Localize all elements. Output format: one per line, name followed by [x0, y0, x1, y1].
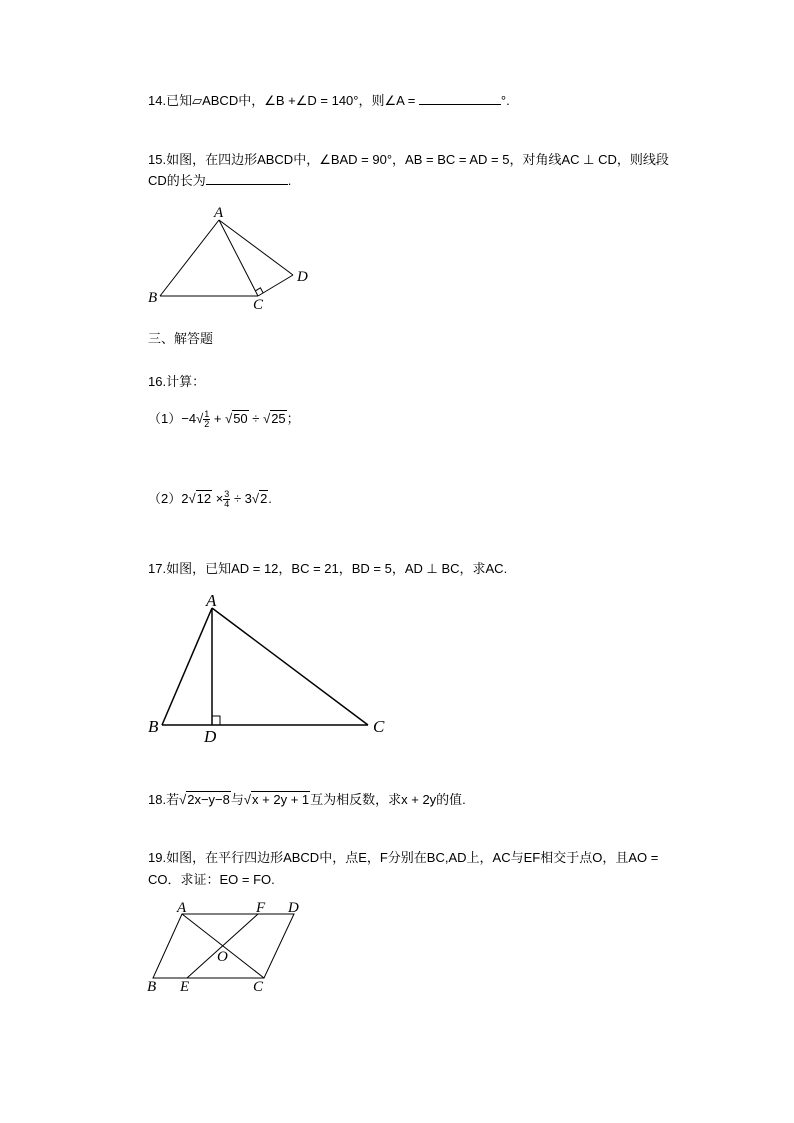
- radicand-2-18: x + 2y + 1: [252, 792, 310, 807]
- segment-ef: [187, 914, 258, 978]
- label-b-19: B: [147, 979, 157, 995]
- sqrt-symbol: √: [188, 491, 196, 506]
- radicand-25: 25: [271, 411, 286, 426]
- radicand-12: 12: [196, 491, 212, 506]
- frac-den: 2: [204, 419, 210, 430]
- label-f-19: F: [256, 900, 266, 916]
- label-a-19: A: [177, 900, 187, 916]
- q14-text-a: 已知: [166, 93, 193, 108]
- q18-mid: 与: [230, 792, 244, 807]
- p1-label: （1）: [148, 411, 182, 426]
- parallelogram-symbol: ▱: [192, 93, 203, 108]
- p2-end: .: [268, 491, 272, 506]
- radicand-50: 50: [233, 411, 248, 426]
- divide: ÷: [252, 411, 260, 426]
- frac-den: 4: [224, 499, 230, 510]
- question-15-line1: 15.如图，在四边形ABCD中，∠BAD = 90°，AB = BC = AD = 5，对角线AC ⊥ CD，则线段: [148, 152, 669, 167]
- label-d-15: D: [297, 269, 308, 285]
- q15-suffix: .: [287, 173, 292, 188]
- sqrt-symbol: √: [251, 491, 260, 506]
- p1-end: ；: [286, 411, 300, 426]
- divide: ÷ 3: [233, 491, 252, 506]
- p2-label: （2）: [148, 491, 182, 506]
- q18-suffix: 互为相反数，求x + 2y的值.: [310, 792, 466, 807]
- label-c-17: C: [373, 717, 385, 736]
- frac-num: 3: [224, 489, 230, 500]
- question-19-line2: CO．求证：EO = FO.: [148, 872, 275, 887]
- times: ×: [215, 491, 224, 506]
- question-17: 17.如图，已知AD = 12，BC = 21，BD = 5，AD ⊥ BC，求AC.: [148, 561, 508, 576]
- label-e-19: E: [180, 979, 190, 995]
- q14-suffix: °.: [500, 93, 510, 108]
- question-19-line1: 19.如图，在平行四边形ABCD中，点E，F分别在BC,AD上，AC与EF相交于点O，且AO =: [148, 850, 659, 865]
- p1-coef: −4: [181, 411, 197, 426]
- label-a-17: A: [206, 591, 217, 610]
- label-o-19: O: [217, 949, 228, 965]
- sqrt-symbol: √: [225, 411, 233, 426]
- radicand-1-18: 2x−y−8: [187, 792, 230, 807]
- label-b-17: B: [148, 717, 159, 736]
- frac-num: 1: [204, 409, 210, 420]
- label-d-19: D: [288, 900, 299, 916]
- label-a-15: A: [214, 205, 224, 221]
- sqrt-symbol: √: [243, 792, 252, 807]
- q15-prefix: CD的长为: [148, 173, 206, 188]
- label-c-15: C: [253, 297, 264, 313]
- label-c-19: C: [253, 979, 264, 995]
- sqrt-symbol: √: [179, 792, 187, 807]
- question-16-title: 16.计算：: [148, 374, 206, 389]
- label-d-17: D: [204, 727, 217, 746]
- label-b-15: B: [148, 290, 158, 306]
- p2-coef: 2: [181, 491, 189, 506]
- q14-body: ABCD中，∠B +∠D = 140°，则∠A =: [202, 93, 419, 108]
- plus: +: [213, 411, 222, 426]
- q14-number: 14.: [148, 93, 167, 108]
- q18-prefix: 18.若: [148, 792, 180, 807]
- sqrt-symbol: √: [263, 411, 271, 426]
- section-3-title: 三、解答题: [148, 331, 214, 346]
- radicand-2: 2: [260, 491, 268, 506]
- sqrt-symbol: √: [196, 411, 204, 426]
